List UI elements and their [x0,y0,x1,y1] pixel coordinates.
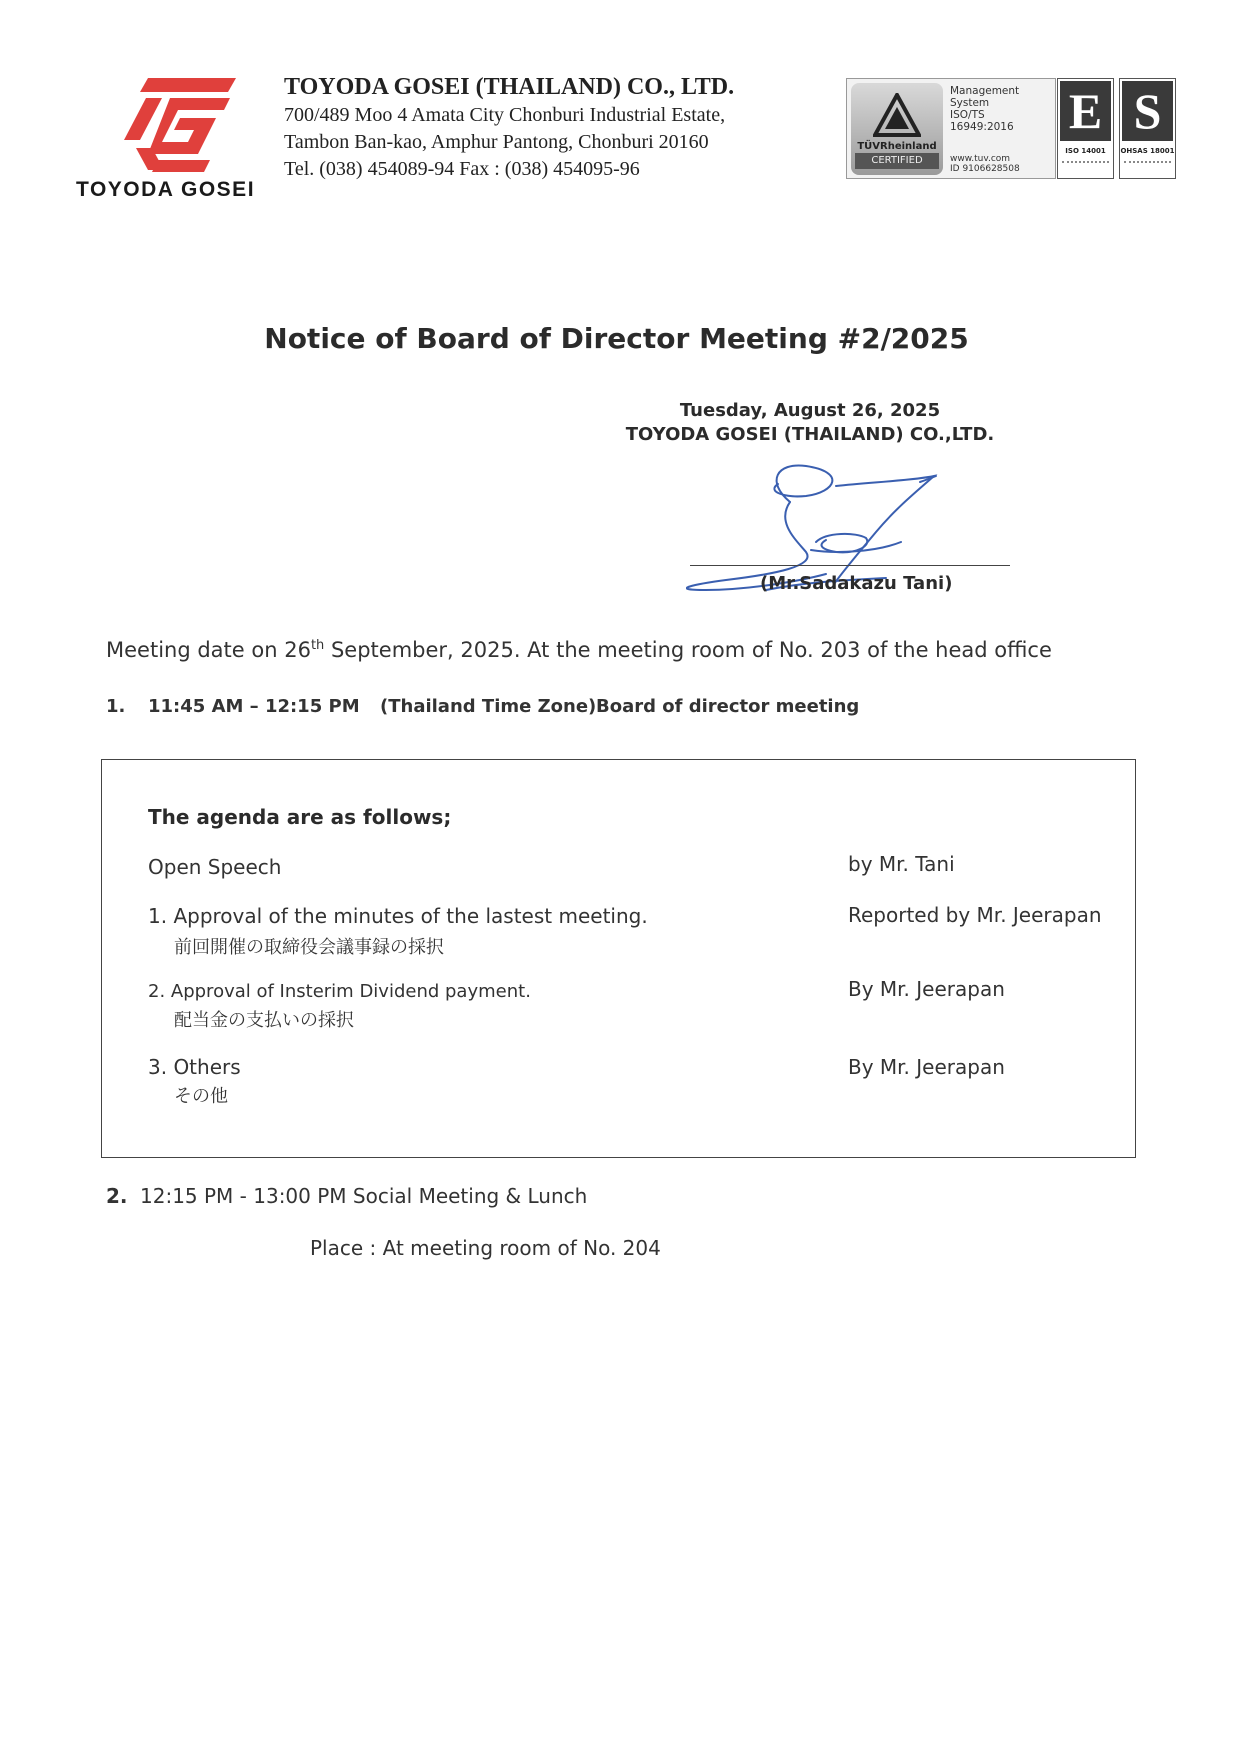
session-1 [106,696,859,717]
agenda-item-3-title: 3. Others [148,1055,241,1079]
logo-wordmark: TOYODA GOSEI [76,178,256,201]
cert-e-caption: ISO 14001 [1065,147,1106,155]
ohsas18001-badge [1119,78,1176,179]
meeting-date-suffix: September, 2025. At the meeting room of No. 203 of the head office [324,638,1052,662]
meeting-date-ordinal: th [310,638,325,653]
company-logo-mark [118,78,236,178]
session-1-label: Board of director meeting [596,696,860,717]
tuv-certified-label: CERTIFIED [855,153,939,169]
cert-e-fineprint [1062,161,1109,164]
address-line-2: Tambon Ban-kao, Amphur Pantong, Chonburi 20160 [284,131,709,153]
cert-s-fineprint [1124,161,1171,164]
session-2-number: 2. [106,1184,128,1208]
company-letterhead [284,72,734,183]
agenda-open-speech-by: by Mr. Tani [848,852,955,876]
session-1-timezone: (Thailand Time Zone) [380,696,597,717]
session-1-time: 11:45 AM – 12:15 PM [148,696,360,717]
session-2-text: 12:15 PM - 13:00 PM Social Meeting & Lunch [140,1184,588,1208]
agenda-item-1-title: 1. Approval of the minutes of the lastest meeting. [148,904,648,928]
signer-name: (Mr.Sadakazu Tani) [760,573,953,594]
tuv-badge [851,83,943,175]
agenda-item-1-jp: 前回開催の取締役会議事録の採択 [174,937,444,958]
signature-line [690,565,1010,566]
tuv-system-text: Management System ISO/TS 16949:2016 [950,85,1020,133]
meeting-date-prefix: Meeting date on 26 [106,638,311,662]
document-title [0,322,1241,355]
agenda-item-2-title: 2. Approval of Insterim Dividend payment. [148,981,531,1002]
notice-date: Tuesday, August 26, 2025 [679,400,941,421]
cert-s-caption: OHSAS 18001 [1120,147,1175,155]
agenda-item-2-jp: 配当金の支払いの採択 [174,1010,354,1031]
session-1-number: 1. [106,696,126,717]
tuv-brand: TÜVRheinland [857,141,937,152]
agenda-item-1-by: Reported by Mr. Jeerapan [848,903,1102,927]
session-2-place: Place : At meeting room of No. 204 [310,1236,661,1260]
agenda-item-3-jp: その他 [174,1086,228,1107]
cert-s-letter: S [1122,81,1173,141]
tuv-triangle-icon [873,93,921,137]
address-line-1: 700/489 Moo 4 Amata City Chonburi Industrial Estate, [284,104,726,126]
agenda-open-speech: Open Speech [148,855,282,879]
agenda-item-2-by: By Mr. Jeerapan [848,977,1005,1001]
meeting-date-line [106,638,1052,662]
contact-line: Tel. (038) 454089-94 Fax : (038) 454095-96 [284,158,640,180]
tuv-certification-badge [846,78,1056,179]
agenda-heading: The agenda are as follows; [148,805,452,829]
agenda-item-3-by: By Mr. Jeerapan [848,1055,1005,1079]
session-2 [106,1184,587,1208]
signing-company: TOYODA GOSEI (THAILAND) CO.,LTD. [625,424,995,445]
company-name: TOYODA GOSEI (THAILAND) CO., LTD. [284,74,735,100]
cert-e-letter: E [1060,81,1111,141]
iso14001-badge [1057,78,1114,179]
document-title-text: Notice of Board of Director Meeting #2/2025 [264,322,969,355]
tuv-web-text: www.tuv.com ID 9106628508 [950,154,1020,174]
